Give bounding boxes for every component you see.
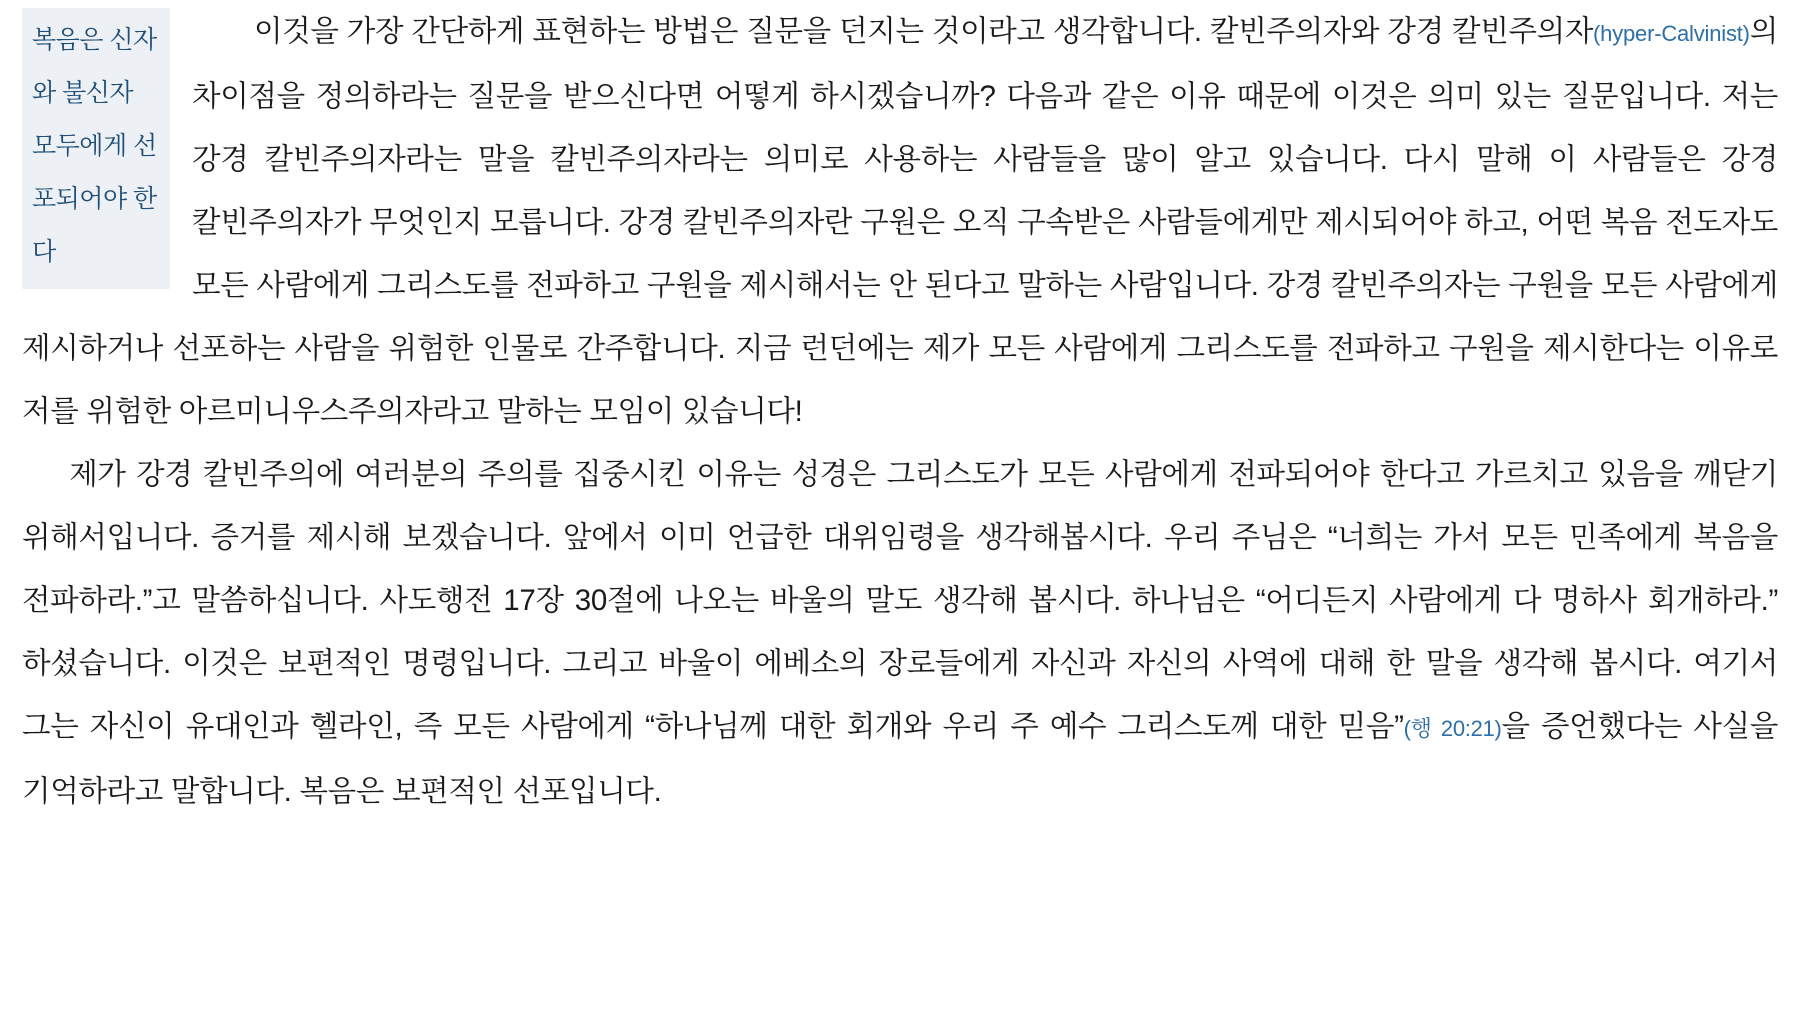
paragraph-2-text-a: 제가 강경 칼빈주의에 여러분의 주의를 집중시킨 이유는 성경은 그리스도가 모든 사람에게 전파되어야 한다고 가르치고 있음을 깨닫기 위해서입니다. 증거를 제시해 보겠습니다. 앞에서 이미 언급한 대위임령을 생각해봅시다. 우리 주님은 “너희는 가서 모든 민족에게 복음을 전파하라.”고 말씀하십니다. 사도행전 17장 30절에 나오는 바울의 말도 생각해 봅시다. 하나님은 “어디든지 사람에게 다 명하사 회개하라.” 하셨습니다. 이것은 보편적인 명령입니다. 그리고 바울이 에베소의 장로들에게 자신과 자신의 사역에 대해 한 말을 생각해 봅시다. 여기서 그는 자신이 유대인과 헬라인, 즉 모든 사람에게 “하나님께 대한 회개와 우리 주 예수 그리스도께 대한 믿음”	[22, 458, 1778, 743]
paragraph-1	[22, 0, 1778, 443]
document-body	[22, 0, 1778, 823]
paragraph-2	[22, 443, 1778, 823]
paragraph-1-text-b: 의 차이점을 정의하라는 질문을 받으신다면 어떻게 하시겠습니까? 다음과 같은 이유 때문에 이것은 의미 있는 질문입니다. 저는 강경 칼빈주의자라는 말을 칼빈주의자라는 의미로 사용하는 사람들을 많이 알고 있습니다. 다시 말해 이 사람들은 강경 칼빈주의자가 무엇인지 모릅니다. 강경 칼빈주의자란 구원은 오직 구속받은 사람들에게만 제시되어야 하고, 어떤 복음 전도자도 모든 사람에게 그리스도를 전파하고 구원을 제시해서는 안 된다고 말하는 사람입니다. 강경 칼빈주의자는 구원을 모든 사람에게 제시하거나 선포하는 사람을 위험한 인물로 간주합니다. 지금 런던에는 제가 모든 사람에게 그리스도를 전파하고 구원을 제시한다는 이유로 저를 위험한 아르미니우스주의자라고 말하는 모임이 있습니다!	[22, 15, 1778, 428]
paragraph-2-reference: (행 20:21)	[1403, 716, 1502, 741]
paragraph-1-reference: (hyper-Calvinist)	[1593, 21, 1750, 46]
paragraph-1-text-a: 이것을 가장 간단하게 표현하는 방법은 질문을 던지는 것이라고 생각합니다. 칼빈주의자와 강경 칼빈주의자	[253, 15, 1594, 48]
margin-note: 복음은 신자와 불신자 모두에게 선포되어야 한다	[22, 8, 170, 289]
paragraph-2-text-b: 을 증언했다는 사실을 기억하라고 말합니다. 복음은 보편적인 선포입니다.	[22, 710, 1778, 808]
